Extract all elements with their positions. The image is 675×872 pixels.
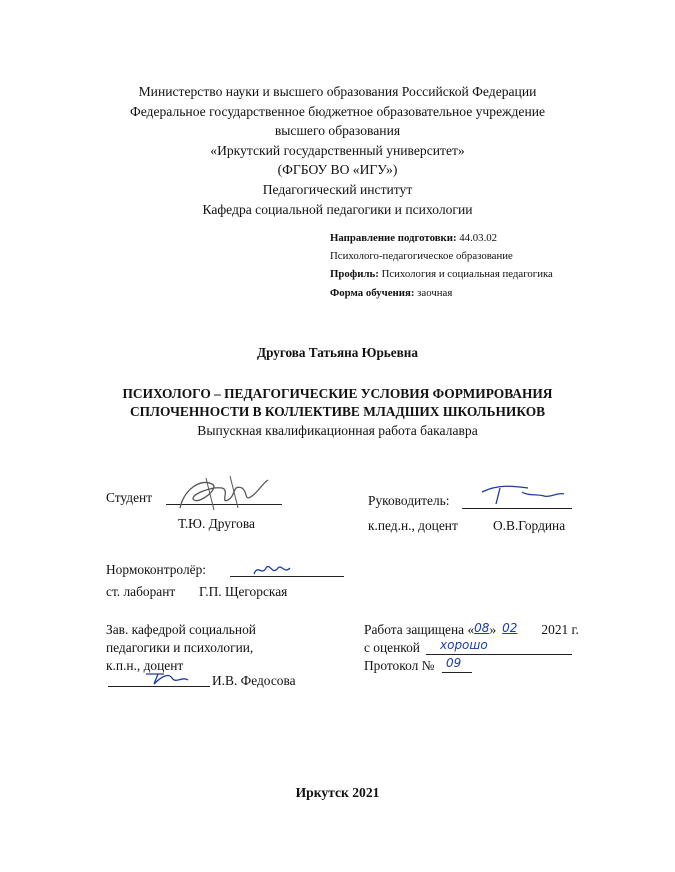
thesis-title-line-2: СПЛОЧЕННОСТИ В КОЛЛЕКТИВЕ МЛАДШИХ ШКОЛЬНИКОВ xyxy=(129,404,546,419)
head-of-dept-line-2: педагогики и психологии, xyxy=(106,640,254,655)
head-of-dept-line-3: к.п.н., доцент xyxy=(106,658,184,673)
defense-date-line xyxy=(364,622,579,638)
head-of-dept-name: И.В. Федосова xyxy=(212,673,296,688)
grade-line xyxy=(426,654,572,655)
defense-year: 2021 г. xyxy=(541,622,579,637)
grade-value: хорошо xyxy=(440,638,488,652)
defense-prefix: Работа защищена « xyxy=(364,622,475,637)
protocol-label: Протокол № xyxy=(364,658,435,673)
supervisor-label: Руководитель: xyxy=(368,493,450,508)
direction-label: Направление подготовки: xyxy=(330,232,457,244)
city-year: Иркутск 2021 xyxy=(295,785,380,800)
direction-value: 44.03.02 xyxy=(459,232,498,244)
head-signature xyxy=(142,668,192,688)
protocol-line xyxy=(442,672,472,673)
supervisor-name: О.В.Гордина xyxy=(493,518,566,533)
supervisor-signature xyxy=(478,482,568,510)
profile-value: Психология и социальная педагогика xyxy=(381,268,553,281)
normcontroller-signature xyxy=(250,560,300,580)
thesis-title-line-1: ПСИХОЛОГО – ПЕДАГОГИЧЕСКИЕ УСЛОВИЯ ФОРМИРОВАНИЯ xyxy=(122,386,553,401)
supervisor-degree: к.пед.н., доцент xyxy=(368,518,458,533)
direction-name: Психолого-педагогическое образование xyxy=(330,250,513,263)
normcontroller-label: Нормоконтролёр: xyxy=(106,562,206,577)
thesis-subtitle: Выпускная квалификационная работа бакалавра xyxy=(197,423,478,438)
head-of-dept-line-1: Зав. кафедрой социальной xyxy=(106,622,256,637)
institution-header xyxy=(0,82,675,219)
author-name: Другова Татьяна Юрьевна xyxy=(257,345,418,360)
defense-month: 02 xyxy=(502,621,518,635)
student-label: Студент xyxy=(106,490,153,505)
university-abbr-line: (ФГБОУ ВО «ИГУ») xyxy=(277,162,398,178)
thesis-title xyxy=(0,385,675,421)
defense-day: 08 xyxy=(474,621,490,635)
university-name-line: «Иркутский государственный университет» xyxy=(210,142,465,158)
university-type-line: Федеральное государственное бюджетное образовательное учреждение xyxy=(129,103,546,119)
profile-label: Профиль: xyxy=(330,268,379,281)
form-value: заочная xyxy=(417,286,453,299)
student-name: Т.Ю. Другова xyxy=(178,516,255,531)
ministry-line: Министерство науки и высшего образования Российской Федерации xyxy=(138,84,537,99)
grade-label: с оценкой xyxy=(364,640,420,655)
defense-mid: » xyxy=(489,622,497,637)
department-line: Кафедра социальной педагогики и психологии xyxy=(202,201,473,217)
study-meta xyxy=(330,229,553,302)
normcontroller-position: ст. лаборант xyxy=(106,584,176,599)
student-signature xyxy=(170,470,275,518)
protocol-value: 09 xyxy=(446,656,462,670)
normcontroller-name: Г.П. Щегорская xyxy=(199,584,288,599)
education-level-line: высшего образования xyxy=(274,123,401,139)
institute-line: Педагогический институт xyxy=(262,181,413,197)
head-of-dept-title xyxy=(106,621,256,675)
form-label: Форма обучения: xyxy=(330,286,415,299)
